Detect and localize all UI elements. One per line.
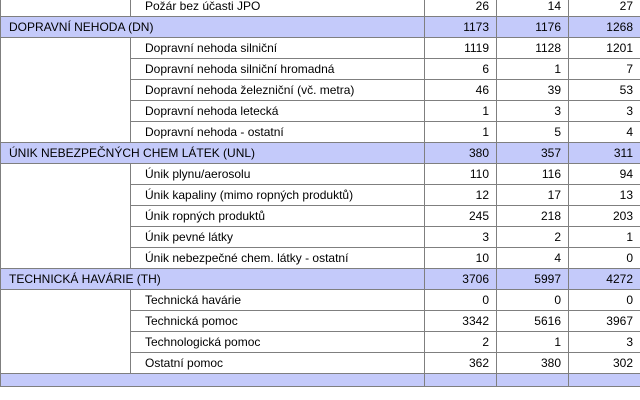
- subcategory-label: Dopravní nehoda - ostatní: [131, 122, 425, 143]
- value-cell: 1: [425, 101, 497, 122]
- value-cell: 5616: [497, 311, 569, 332]
- subcategory-label: Technologická pomoc: [131, 332, 425, 353]
- subcategory-row: [1, 227, 640, 248]
- subcategory-label: Dopravní nehoda silniční hromadná: [131, 59, 425, 80]
- value-cell: 3: [569, 101, 640, 122]
- indent-cell: [1, 311, 131, 332]
- value-cell: 10: [425, 248, 497, 269]
- subcategory-row: [1, 185, 640, 206]
- category-row: [1, 374, 640, 387]
- subcategory-row: [1, 122, 640, 143]
- subcategory-label: Technická pomoc: [131, 311, 425, 332]
- value-cell: 218: [497, 206, 569, 227]
- subcategory-row: [1, 206, 640, 227]
- subcategory-row: [1, 332, 640, 353]
- value-cell: [425, 374, 497, 387]
- value-cell: 1119: [425, 38, 497, 59]
- subcategory-label: Únik pevné látky: [131, 227, 425, 248]
- value-cell: 3: [497, 101, 569, 122]
- value-cell: [569, 374, 640, 387]
- subcategory-row: [1, 311, 640, 332]
- subcategory-row: [1, 80, 640, 101]
- value-cell: 380: [425, 143, 497, 164]
- value-cell: 3967: [569, 311, 640, 332]
- value-cell: 357: [497, 143, 569, 164]
- indent-cell: [1, 0, 131, 17]
- value-cell: 0: [497, 290, 569, 311]
- value-cell: 5997: [497, 269, 569, 290]
- indent-cell: [1, 206, 131, 227]
- subcategory-label: Požár bez účasti JPO: [131, 0, 425, 17]
- subcategory-label: Dopravní nehoda silniční: [131, 38, 425, 59]
- subcategory-row: [1, 38, 640, 59]
- value-cell: 0: [569, 248, 640, 269]
- value-cell: 0: [425, 290, 497, 311]
- value-cell: 12: [425, 185, 497, 206]
- value-cell: 26: [425, 0, 497, 17]
- subcategory-label: Ostatní pomoc: [131, 353, 425, 374]
- value-cell: 362: [425, 353, 497, 374]
- value-cell: 53: [569, 80, 640, 101]
- value-cell: 1176: [497, 17, 569, 38]
- subcategory-row: [1, 353, 640, 374]
- indent-cell: [1, 185, 131, 206]
- value-cell: 1268: [569, 17, 640, 38]
- value-cell: 4: [497, 248, 569, 269]
- value-cell: 94: [569, 164, 640, 185]
- value-cell: 1: [425, 122, 497, 143]
- value-cell: 1173: [425, 17, 497, 38]
- value-cell: 5: [497, 122, 569, 143]
- category-row: [1, 17, 640, 38]
- indent-cell: [1, 353, 131, 374]
- indent-cell: [1, 332, 131, 353]
- value-cell: 3706: [425, 269, 497, 290]
- category-label: TECHNICKÁ HAVÁRIE (TH): [1, 269, 425, 290]
- indent-cell: [1, 80, 131, 101]
- value-cell: 27: [569, 0, 640, 17]
- value-cell: 380: [497, 353, 569, 374]
- value-cell: 46: [425, 80, 497, 101]
- category-label: ÚNIK NEBEZPEČNÝCH CHEM LÁTEK (UNL): [1, 143, 425, 164]
- subcategory-label: Únik nebezpečné chem. látky - ostatní: [131, 248, 425, 269]
- indent-cell: [1, 248, 131, 269]
- subcategory-row: [1, 248, 640, 269]
- value-cell: 14: [497, 0, 569, 17]
- indent-cell: [1, 59, 131, 80]
- value-cell: 4: [569, 122, 640, 143]
- value-cell: 245: [425, 206, 497, 227]
- indent-cell: [1, 122, 131, 143]
- subcategory-row: [1, 290, 640, 311]
- value-cell: 17: [497, 185, 569, 206]
- value-cell: 1128: [497, 38, 569, 59]
- subcategory-row: [1, 101, 640, 122]
- value-cell: 13: [569, 185, 640, 206]
- value-cell: 1: [497, 59, 569, 80]
- indent-cell: [1, 38, 131, 59]
- value-cell: 7: [569, 59, 640, 80]
- value-cell: 0: [569, 290, 640, 311]
- subcategory-label: Dopravní nehoda letecká: [131, 101, 425, 122]
- category-row: [1, 269, 640, 290]
- value-cell: 3342: [425, 311, 497, 332]
- statistics-table-body: [1, 0, 640, 387]
- category-label: DOPRAVNÍ NEHODA (DN): [1, 17, 425, 38]
- value-cell: 4272: [569, 269, 640, 290]
- subcategory-row: [1, 59, 640, 80]
- category-row: [1, 143, 640, 164]
- value-cell: 203: [569, 206, 640, 227]
- value-cell: 1: [497, 332, 569, 353]
- value-cell: 1: [569, 227, 640, 248]
- indent-cell: [1, 227, 131, 248]
- value-cell: 1201: [569, 38, 640, 59]
- value-cell: 302: [569, 353, 640, 374]
- value-cell: 2: [425, 332, 497, 353]
- subcategory-label: Dopravní nehoda železniční (vč. metra): [131, 80, 425, 101]
- subcategory-label: Únik kapaliny (mimo ropných produktů): [131, 185, 425, 206]
- subcategory-label: Technická havárie: [131, 290, 425, 311]
- subcategory-label: Únik ropných produktů: [131, 206, 425, 227]
- value-cell: 6: [425, 59, 497, 80]
- value-cell: 3: [425, 227, 497, 248]
- value-cell: 39: [497, 80, 569, 101]
- subcategory-row: [1, 0, 640, 17]
- indent-cell: [1, 164, 131, 185]
- subcategory-label: Únik plynu/aerosolu: [131, 164, 425, 185]
- value-cell: 3: [569, 332, 640, 353]
- value-cell: 110: [425, 164, 497, 185]
- value-cell: 311: [569, 143, 640, 164]
- indent-cell: [1, 290, 131, 311]
- value-cell: [497, 374, 569, 387]
- category-label: [1, 374, 425, 387]
- value-cell: 2: [497, 227, 569, 248]
- value-cell: 116: [497, 164, 569, 185]
- indent-cell: [1, 101, 131, 122]
- subcategory-row: [1, 164, 640, 185]
